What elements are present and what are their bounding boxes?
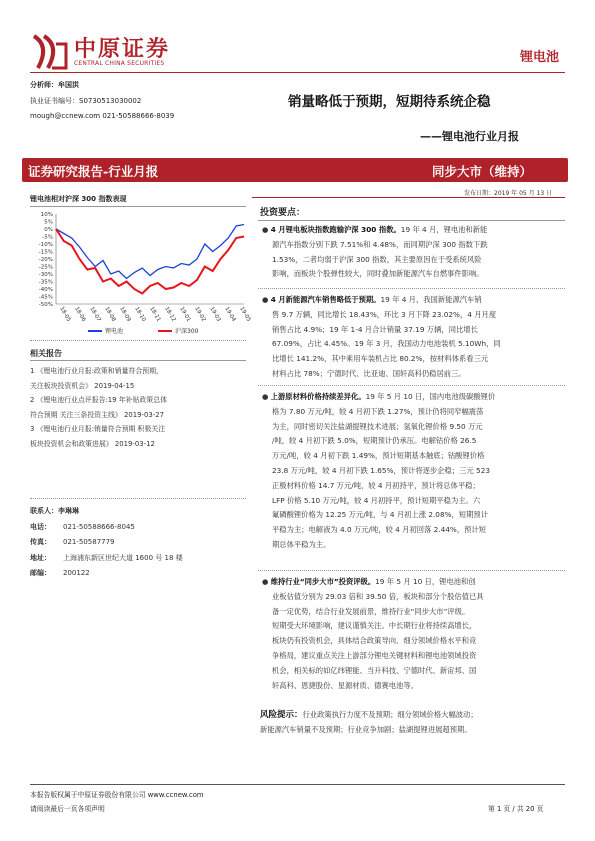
risk-label: 风险提示： <box>260 710 303 720</box>
chart-title-rule <box>30 206 246 207</box>
series-line-csi300 <box>56 229 244 294</box>
logo <box>30 30 180 76</box>
x-tick-label: 19-04 <box>223 306 237 323</box>
phone-label: 电话： <box>30 522 51 531</box>
x-tick-label: 19-05 <box>238 306 252 323</box>
report-type-bar <box>22 158 568 182</box>
footer-copyright: 本报告版权属于中原证券股份有限公司 www.ccnew.com <box>30 791 204 799</box>
y-tick-label: 10% <box>40 212 53 218</box>
report-type: 证券研究报告-行业月报 <box>28 164 159 179</box>
key-point-lead: 4 月新能源汽车销售略低于预期。 <box>270 295 381 304</box>
y-tick-label: -25% <box>38 264 53 271</box>
x-tick-label: 18-10 <box>133 306 147 323</box>
related-report-item[interactable]: 3 《锂电池行业月报:销量符合预期 积极关注 板块投资机会和政策进展》 2019-03-12 <box>30 425 166 448</box>
bullet-icon: ● <box>262 225 269 234</box>
y-tick-label: -45% <box>38 294 53 301</box>
sector-label: 锂电池 <box>520 50 560 65</box>
x-tick-label: 18-11 <box>148 306 162 323</box>
x-tick-label: 18-08 <box>103 306 117 323</box>
x-tick-label: 19-01 <box>178 306 192 323</box>
risk-warning <box>260 708 565 738</box>
y-tick-label: -20% <box>38 257 53 263</box>
publish-date: 发布日期：2019 年 05 月 13 日 <box>464 190 553 197</box>
key-points-title: 投资要点： <box>260 208 306 218</box>
contact-person: 联系人：李琳琳 <box>30 507 79 515</box>
contact-fax: 021-50587779 <box>63 538 115 546</box>
key-point-1: ● 4 月锂电板块指数跑输沪深 300 指数。19 年 4 月，锂电池和新能 源汽车指数分别下跌 7.51%和 4.48%，而同期沪深 300 指数下跌 1.53%，二者均弱于沪深 300 指数，其主要原因在于受系统风险 影响，而板块个股弹性较大，同时叠加新能源汽车自燃事件影响。 <box>262 225 488 279</box>
y-tick-label: -50% <box>38 302 53 308</box>
y-tick-label: 5% <box>44 219 53 226</box>
bullet-icon: ● <box>262 295 269 304</box>
related-bottom-rule <box>30 498 246 499</box>
x-tick-label: 18-12 <box>163 306 177 323</box>
chart-bottom-rule <box>30 340 246 341</box>
address-label: 地址： <box>30 553 51 562</box>
report-subtitle: ——锂电池行业月报 <box>420 130 519 143</box>
risk-line-2: 新能源汽车销量不及预期；行业竞争加剧；盐湖提锂进展超预期。 <box>260 724 472 734</box>
key-point-divider <box>258 385 565 386</box>
logo-text-en: CENTRAL CHINA SECURITIES <box>74 60 165 67</box>
x-tick-label: 19-02 <box>193 306 207 323</box>
zip-label: 邮编： <box>30 569 51 577</box>
analyst-license: 执业证书编号：S0730513030002 <box>30 97 142 105</box>
key-points-rule <box>258 220 565 221</box>
date-rule <box>252 197 565 198</box>
y-tick-label: 0% <box>44 227 53 233</box>
analyst-contact: mough@ccnew.com 021-50588666-8039 <box>30 112 175 120</box>
analyst-name: 分析师：牟国洪 <box>30 81 79 89</box>
key-point-2: ● 4 月新能源汽车销售略低于预期。19 年 4 月，我国新能源汽车销 售 9.7 万辆，同比增长 18.43%，环比 3 月下降 23.02%，4 月月度 销售占比 4.9%；19 年 1-4 月合计销量 37.19 万辆，同比增长 67.09%，占比 4.45%。19 年 3 月，我国动力电池装机 5.10Wh，同 比增长 141.2%，其中乘用车装机占比 80.2%，按材料体系看三元 材料占比 78%；宁德时代、比亚迪、国轩高科仍稳居前三。 <box>262 295 501 378</box>
contact-address: 上海浦东新区世纪大道 1600 号 18 楼 <box>63 553 183 562</box>
x-tick-label: 18-06 <box>73 306 87 323</box>
fax-label: 传真： <box>30 538 51 546</box>
logo-text-cn: 中原证券 <box>74 37 171 62</box>
chart-title: 锂电池相对沪深 300 指数表现 <box>30 195 127 203</box>
performance-chart <box>28 208 252 338</box>
footer-rule <box>30 784 565 785</box>
legend-label: 锂电池 <box>105 328 124 335</box>
key-point-3: ● 上游原材料价格持续差异化。19 年 5 月 10 日，国内电池级碳酸锂价 格为 7.80 万元/吨，较 4 月初下跌 1.27%，预计仍将同窄幅震荡 为主，同时密切关注盐湖提锂技术进展；氢氧化锂价格 9.50 万元 /吨，较 4 月初下跌 5.0%，短期预计仍承压。电解钴价格 26.5 万元/吨，较 4 月初下跌 1.49%，预计短期基本触底；钴酸锂价格 23.8 万元/吨，较 4 月初下跌 1.65%，预计将逐步企稳；三元 523 正极材料价格 14.7 万元/吨，较 4 月初持平，预计将总体平稳； LFP 价格 5.10 万元/吨，较 4 月初持平，预计短期平稳为主。六 氟磷酸锂价格为 12.25 万元/吨，与 4 月初上涨 2.08%，短期预计 平稳为主；电解液为 4.0 万元/吨，较 4 月初回落 2.44%，预计短 期总体平稳为主。 <box>262 392 496 549</box>
contact-zip: 200122 <box>63 569 90 577</box>
y-tick-label: -35% <box>38 279 53 286</box>
key-point-lead: 4 月锂电板块指数跑输沪深 300 指数。 <box>270 225 401 234</box>
x-tick-label: 18-05 <box>58 306 72 323</box>
related-report-item[interactable]: 2 《锂电池行业点评报告:19 年补贴政策总体 符合预期 关注三条投资主线》 2019-03-27 <box>30 396 167 419</box>
logo-mark-icon <box>30 32 70 72</box>
x-tick-label: 18-09 <box>118 306 132 323</box>
rating: 同步大市（维持） <box>432 164 533 179</box>
key-point-lead: 维持行业“同步大市”投资评级。 <box>270 577 376 586</box>
footer-notice: 请阅读最后一页各项声明 <box>30 805 105 813</box>
related-reports-list <box>30 364 246 451</box>
key-point-divider <box>258 570 565 571</box>
related-rule <box>30 360 246 361</box>
key-point-4: ● 维持行业“同步大市”投资评级。19 年 5 月 10 日，锂电池和创 业板估值分别为 29.03 倍和 39.50 倍，板块和部分个股估值已具 备一定优势，结合行业发展前景，维持行业“同步大市”评级。 短期受大环境影响，建议谨慎关注。中长期行业将持续高增长， 板块仍有投资机会，具体结合政策导向、细分领域价格水平和竞 争格局，建议重点关注上游部分锂电关键材料和锂电池领域投资 机会，相关标的如亿纬锂能、当升科技、宁德时代、新宙邦、国 轩高科、恩捷股份、星源材质、德赛电池等。 <box>262 577 484 690</box>
key-point-divider <box>258 288 565 289</box>
related-report-item[interactable]: 1 《锂电池行业月报:政策和销量符合预期， 关注板块投资机会》 2019-04-15 <box>30 367 163 390</box>
page-number: 第 1 页 / 共 20 页 <box>488 805 544 813</box>
contact-block <box>30 504 183 582</box>
related-reports-title: 相关报告 <box>30 349 62 358</box>
y-tick-label: -5% <box>42 234 53 241</box>
key-point-lead: 上游原材料价格持续差异化。 <box>270 392 366 401</box>
contact-phone: 021-50588666-8045 <box>63 522 135 531</box>
report-title: 销量略低于预期，短期待系统企稳 <box>288 94 491 110</box>
y-tick-label: -15% <box>38 249 53 256</box>
legend-label: 沪深300 <box>175 328 199 335</box>
bullet-icon: ● <box>262 577 269 586</box>
y-tick-label: -10% <box>38 242 53 248</box>
x-tick-label: 18-07 <box>88 306 102 323</box>
bullet-icon: ● <box>262 392 269 401</box>
risk-line-1: 行业政策执行力度不及预期；细分领域价格大幅波动； <box>302 710 478 719</box>
x-tick-label: 19-03 <box>208 306 222 323</box>
y-tick-label: -30% <box>38 272 53 278</box>
y-tick-label: -40% <box>38 287 53 293</box>
header-rule <box>30 72 565 73</box>
series-line-lithium <box>56 225 244 279</box>
